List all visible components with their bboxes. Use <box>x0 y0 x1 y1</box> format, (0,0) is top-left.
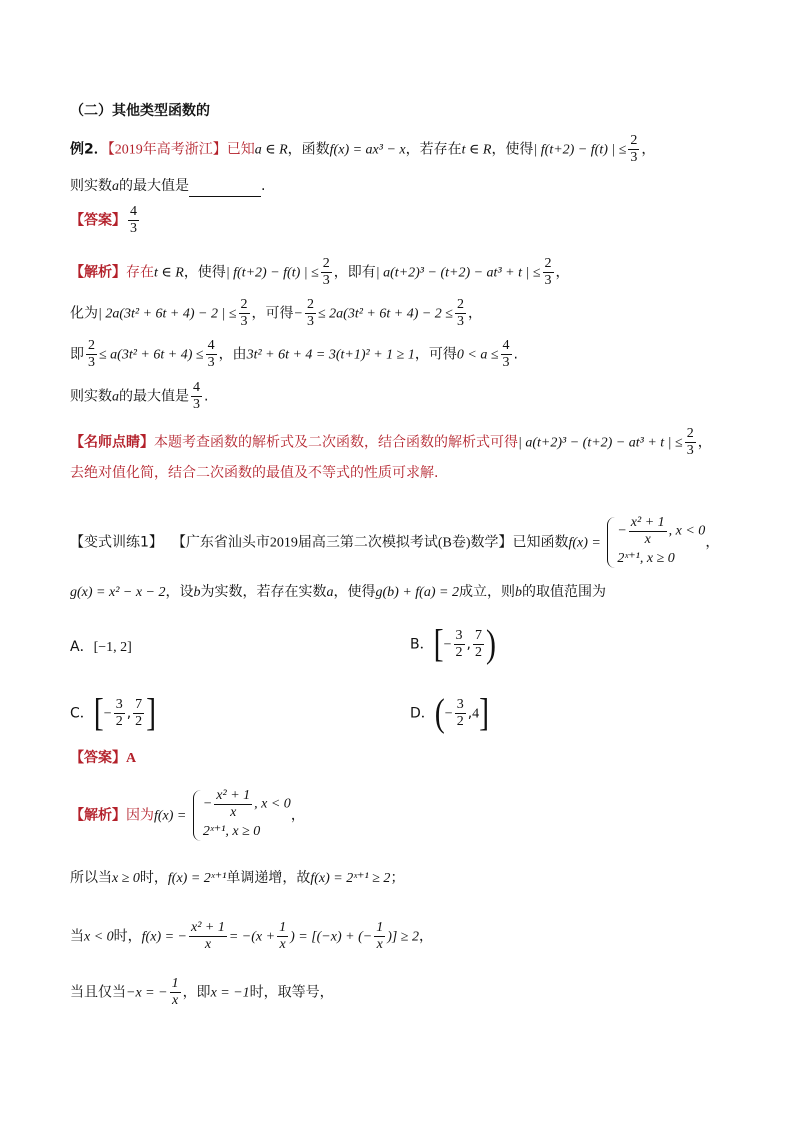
variant-question: 【变式训练1】 【广东省汕头市2019届高三第二次模拟考试(B卷)数学】已知函数f(x) = − $\frac{\text{x² + 1}}{x}$ , x < 0 2ˣ⁺¹, x ≥ 0 ， <box>70 515 719 570</box>
source-tag: 【2019年高考浙江】 <box>107 142 227 158</box>
teacher-tip-line1: 【名师点睛】本题考查函数的解析式及二次函数，结合函数的解析式可得| a(t+2)³ − (t+2) − at³ + t | ≤ $\frac{2}{3}$ ， <box>70 426 712 458</box>
piecewise-function: − $\frac{\text{x² + 1}}{x}$ , x < 0 2ˣ⁺¹, x ≥ 0 <box>605 515 705 570</box>
option-c: C．[− $\frac{3}{2}$ , $\frac{7}{2}$ ] <box>70 691 157 735</box>
variant-question-line2: g(x) = x² − x − 2，设b为实数，若存在实数a，使得g(b) + f(a) = 2成立，则b的取值范围为 <box>70 584 606 600</box>
piecewise-function: − $\frac{\text{x² + 1}}{x}$ , x < 0 2ˣ⁺¹, x ≥ 0 <box>191 788 291 843</box>
analysis1-line3: 即 $\frac{2}{3}$ ≤ a(3t² + 6t + 4) ≤ $\frac{4}{3}$ ，由3t² + 6t + 4 = 3(t+1)² + 1 ≥ 1，可得0 < a ≤ $\frac{4}{3}$ . <box>70 338 518 370</box>
answer2 <box>70 748 136 769</box>
analysis2-line3: 当x < 0时，f(x) = − $\frac{\text{x² + 1}}{x}$ = −(x + $\frac{1}{x}$ ) = [(−x) + (− $\frac{1}{x}$ )] ≥ 2， <box>70 920 433 952</box>
analysis1-line2: 化为| 2a(3t² + 6t + 4) − 2 | ≤ $\frac{2}{3}$ ，可得− $\frac{2}{3}$ ≤ 2a(3t² + 6t + 4) − 2 ≤ $\frac{2}{3}$ ， <box>70 297 482 329</box>
answer-blank <box>189 182 261 197</box>
analysis2-line1: 【解析】因为f(x) = − $\frac{\text{x² + 1}}{x}$ , x < 0 2ˣ⁺¹, x ≥ 0 ， <box>70 788 305 843</box>
fraction: $\frac{2}{3}$ <box>630 133 638 165</box>
answer-value: A <box>126 751 137 766</box>
example-label: 例2． <box>70 141 108 158</box>
variant-label: 【变式训练1】 <box>70 534 163 551</box>
answer-label: 【答案】 <box>70 212 126 229</box>
variant-source: 【广东省汕头市2019届高三第二次模拟考试(B卷)数学】 <box>171 535 513 551</box>
analysis1-line1: 【解析】存在t ∈ R，使得| f(t+2) − f(t) | ≤ $\frac{2}{3}$ ，即有| a(t+2)³ − (t+2) − at³ + t | ≤ $\frac{2}{3}$ ， <box>70 256 570 288</box>
analysis-label: 【解析】 <box>70 264 126 281</box>
example2-question: 例2．【2019年高考浙江】已知a ∈ R，函数f(x) = ax³ − x，若存在t ∈ R，使得| f(t+2) − f(t) | ≤ $\frac{2}{3}$ ， <box>70 133 656 165</box>
teacher-tip-line2: 去绝对值化简，结合二次函数的最值及不等式的性质可求解. <box>70 465 439 481</box>
analysis1-line4: 则实数a的最大值是 $\frac{4}{3}$ . <box>70 380 209 412</box>
tip-label: 【名师点睛】 <box>70 434 154 451</box>
answer1 <box>70 204 141 237</box>
option-b: B．[− $\frac{3}{2}$ , $\frac{7}{2}$ ) <box>410 622 496 666</box>
analysis-label: 【解析】 <box>70 807 126 824</box>
answer-label: 【答案】 <box>70 750 126 766</box>
option-d: D．(− $\frac{3}{2}$ ,4] <box>410 691 490 735</box>
option-a: A．[−1, 2] <box>70 639 132 655</box>
analysis2-line4: 当且仅当−x = − $\frac{1}{x}$ ，即x = −1时，取等号， <box>70 976 334 1008</box>
example2-question-line2: 则实数a的最大值是 . <box>70 176 265 197</box>
answer-fraction: $\frac{4}{3}$ <box>130 204 137 236</box>
analysis2-line2: 所以当x ≥ 0时，f(x) = 2ˣ⁺¹单调递增，故f(x) = 2ˣ⁺¹ ≥ 2； <box>70 870 405 886</box>
section-title: （二）其他类型函数的 <box>70 103 210 119</box>
